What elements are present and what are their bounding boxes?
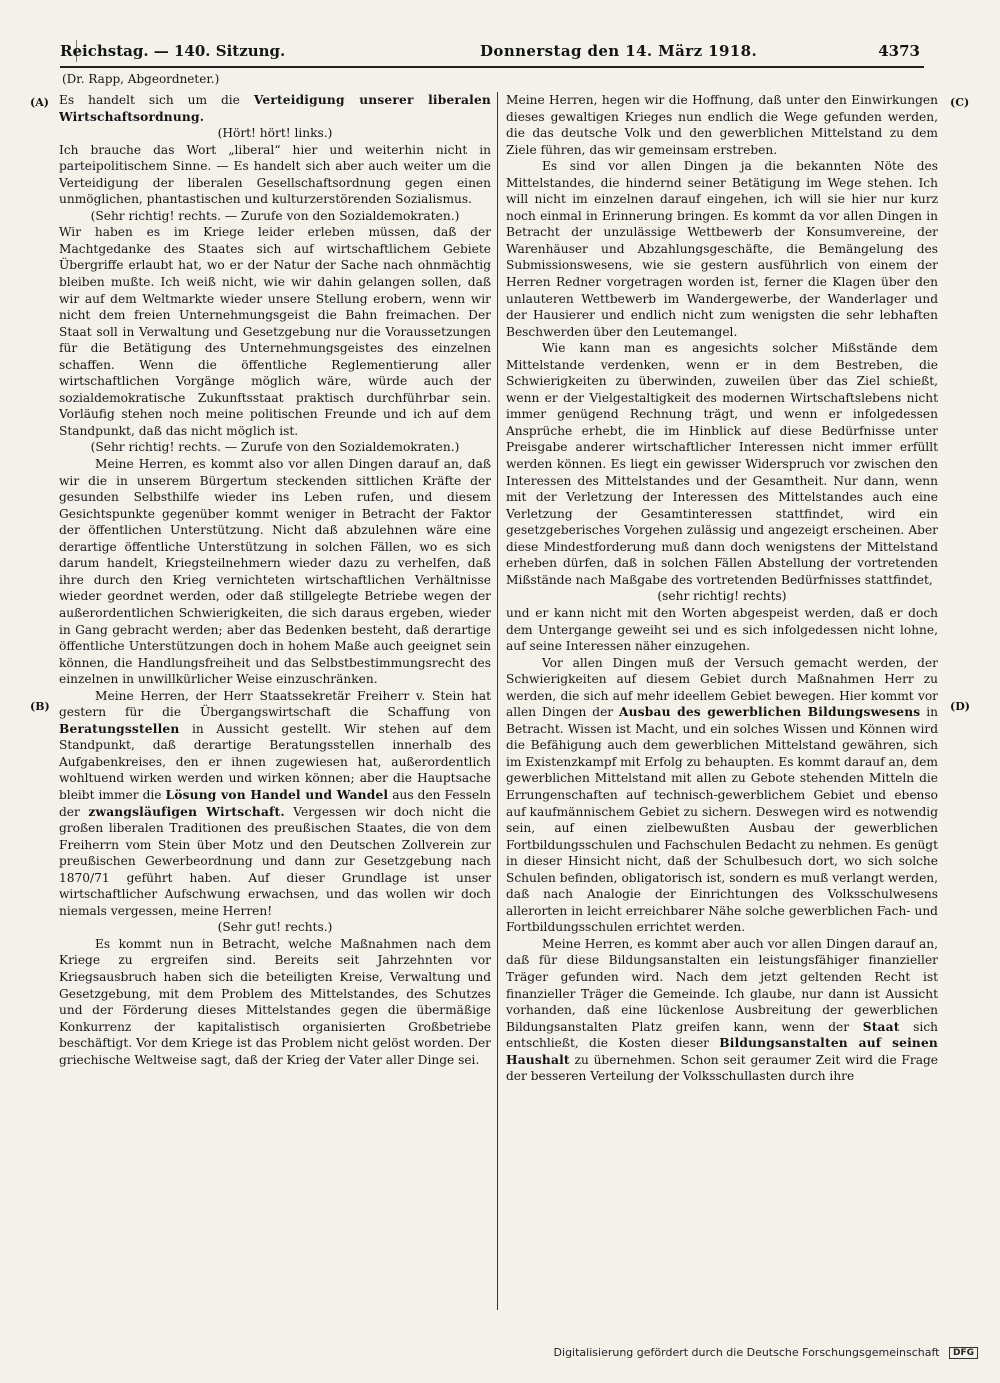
speaker-note: (Dr. Rapp, Abgeordneter.) (62, 72, 220, 86)
header-date: Donnerstag den 14. März 1918. (480, 42, 758, 60)
paragraph (59, 936, 491, 1068)
text-run: in Aussicht gestellt. Wir stehen auf dem Standpunkt, daß derartige Beratungsstellen innerhalb des Aufgabenkreises, den er ihnen zugewiesen hat, außerordentlich wohltuend wirken werden und wirken können; aber die Hauptsache bleibt immer die (59, 721, 491, 802)
left-column (59, 92, 491, 1314)
interjection (59, 919, 491, 936)
text-run: (Sehr richtig! rechts. — Zurufe von den Sozialdemokraten.) (90, 208, 460, 223)
bold-phrase: Lösung von Handel und Wandel (165, 787, 389, 802)
text-run: Meine Herren, es kommt aber auch vor allen Dingen darauf an, daß für diese Bildungsanstalten ein leistungsfähiger finanzieller Träger gefunden wird. Nach dem jetzt geltenden Recht ist finanzieller Träger die Gemeinde. Ich glaube, nur dann ist Aussicht vorhanden, daß eine lückenlose Ausbreitung der gewerblichen Bildungsanstalten Platz greifen kann, wenn der (506, 936, 938, 1034)
text-run: in Betracht. Wissen ist Macht, und ein solches Wissen und Können wird die Befähigung auch dem gewerblichen Mittelstand gewähren, sich im Existenzkampf mit Erfolg zu behaupten. Es kommt darauf an, dem gewerblichen Mittelstand mit allen zu Gebote stehenden Mitteln die Errungenschaften auf technisch-gewerblichem Gebiet und ebenso auf kaufmännischem Gebiet zu sichern. Deswegen wird es notwendig sein, auf einen zielbewußten Ausbau der gewerblichen Fortbildungsschulen und Fachschulen Bedacht zu nehmen. Es genügt in dieser Hinsicht nicht, daß der Schulbesuch dort, wo sich solche Schulen befinden, obligatorisch ist, sondern es muß verlangt werden, daß nach Analogie der Einrichtungen des Volksschulwesens allerorten in leicht erreichbarer Nähe solche gewerblichen Fach- und Fortbildungsschulen errichtet werden. (506, 705, 938, 935)
text-run: (Sehr richtig! rechts. — Zurufe von den Sozialdemokraten.) (90, 440, 460, 455)
interjection (59, 208, 491, 225)
footer-credit (554, 1346, 978, 1359)
text-run: Wir haben es im Kriege leider erleben müssen, daß der Machtgedanke des Staates sich auf wirtschaftlichem Gebiete Übergriffe erlaubt hat, wo er der Natur der Sache nach ohnmächtig bleiben mußte. Ich weiß nicht, wie wir dahin gelangen sollen, daß wir auf dem Weltmarkte wieder unsere Stellung erobern, wenn wir nicht dem freien Unternehmungsgeist die Bahn freimachen. Der Staat soll in Verwaltung und Gesetzgebung nur die Voraussetzungen für die Betätigung des Unternehmungsgeistes des einzelnen schaffen. Wenn die öffentliche Reglementierung aller wirtschaftlichen Vorgänge möglich wäre, würde auch der sozialdemokratische Zukunftsstaat praktisch durchführbar sein. Vorläufig stehen noch meine politischen Freunde und ich auf dem Standpunkt, daß das nicht möglich ist. (59, 225, 491, 438)
paragraph (59, 92, 491, 125)
paragraph (506, 655, 938, 936)
bold-phrase: Beratungsstellen (59, 721, 180, 736)
page-number: 4373 (878, 42, 920, 60)
text-run: zu übernehmen. Schon seit geraumer Zeit wird die Frage der besseren Verteilung der Volksschullasten durch ihre (506, 1052, 938, 1084)
paragraph (59, 142, 491, 208)
paragraph (59, 688, 491, 920)
column-divider (497, 92, 498, 1310)
paragraph (506, 158, 938, 340)
bold-phrase: Ausbau des gewerblichen Bildungswesens (619, 705, 921, 720)
interjection (506, 588, 938, 605)
text-run: Ich brauche das Wort „liberal“ hier und weiterhin nicht in parteipolitischem Sinne. — Es handelt sich aber auch weiter um die Verteidigung der liberalen Gesellschaftsordnung gegen einen unmöglichen, phantastischen und kulturzerstörenden Sozialismus. (59, 142, 491, 207)
text-run: Es handelt sich um die (59, 93, 254, 107)
margin-marker-c: (C) (950, 96, 970, 109)
text-run: Es sind vor allen Dingen ja die bekannten Nöte des Mittelstandes, die hindernd seiner Betätigung im Wege stehen. Ich will nicht im einzelnen darauf eingehen, ich will sie hier nur kurz noch einmal in Erinnerung bringen. Es kommt da vor allen Dingen in Betracht der unzulässige Wettbewerb der Konsumvereine, der Warenhäuser und Abzahlungsgeschäfte, die Bemängelung des Submissionswesens, wie sie gestern ausführlich von einem der Herren Redner vorgetragen worden ist, ferner die Klagen über den unlauteren Wettbewerb im Wandergewerbe, der Wanderlager und der Hausierer und endlich nicht zum wenigsten die sehr lebhaften Beschwerden über den Leutemangel. (506, 159, 938, 339)
footer-text: Digitalisierung gefördert durch die Deutsche Forschungsgemeinschaft (553, 1346, 940, 1359)
paragraph (506, 92, 938, 158)
margin-marker-d: (D) (950, 700, 970, 713)
text-run: aus den Fesseln der (59, 787, 491, 819)
text-run: Wie kann man es angesichts solcher Mißstände dem Mittelstande verdenken, wenn er in dem Bestreben, die Schwierigkeiten zu überwinden, zuweilen über das Ziel schießt, wenn er der Vielgestaltigkeit des modernen Wirtschaftslebens nicht immer genügend Rechnung trägt, und wenn er infolgedessen Ansprüche erhebt, die im Hinblick auf diese Bedürfnisse unter Preisgabe anderer wirtschaftlicher Interessen nicht immer erfüllt werden können. Es liegt ein gewisser Widerspruch vor zwischen den Interessen des Mittelstandes und der Gesamtheit. Nur dann, wenn mit der Verletzung der Interessen des Mittelstandes auch eine Verletzung der Gesamtinteressen stattfindet, wird ein gesetzgeberisches Vorgehen zulässig und angezeigt erscheinen. Aber diese Mindestforderung muß dann doch wenigstens der Mittelstand erheben dürfen, daß in solchen Fällen Abstellung der vortretenden Mißstände nach Maßgabe des vortretenden Bedürfnisses stattfindet, (506, 341, 938, 587)
text-run: Vergessen wir doch nicht die großen liberalen Traditionen des preußischen Staates, die von dem Freiherrn vom Stein über Motz und den Deutschen Zollverein zur preußischen Gewerbeordnung und dann zur Gesetzgebung nach 1870/71 geführt haben. Auf dieser Grundlage ist unser wirtschaftlicher Aufschwung erwachsen, und das wollen wir doch niemals vergessen, meine Herren! (59, 804, 491, 918)
interjection (59, 125, 491, 142)
text-run: (Hört! hört! links.) (217, 126, 333, 141)
margin-marker-b: (B) (30, 700, 50, 713)
text-run: und er kann nicht mit den Worten abgespeist werden, daß er doch dem Untergange geweiht sei und es sich infolgedessen nicht lohne, auf seine Interessen näher einzugehen. (506, 605, 938, 654)
margin-marker-a: (A) (30, 96, 49, 109)
paragraph (59, 224, 491, 439)
right-column (506, 92, 938, 1314)
text-run: Es kommt nun in Betracht, welche Maßnahmen nach dem Kriege zu ergreifen sind. Bereits seit Jahrzehnten vor Kriegsausbruch haben sich die beteiligten Kreise, Verwaltung und Gesetzgebung, mit dem Problem des Mittelstandes, des Schutzes und der Förderung dieses Mittelstandes gegen die übermäßige Konkurrenz der kapitalistisch organisierten Großbetriebe beschäftigt. Vor dem Kriege ist das Problem nicht gelöst worden. Der griechische Weltweise sagt, daß der Krieg der Vater aller Dinge sei. (59, 936, 491, 1067)
bold-phrase: zwangsläufigen Wirtschaft. (88, 804, 285, 819)
header-session: Reichstag. — 140. Sitzung. (60, 42, 286, 60)
bold-phrase: Staat (862, 1019, 900, 1034)
paragraph (506, 340, 938, 588)
text-run: (Sehr gut! rechts.) (217, 920, 333, 935)
text-run: Meine Herren, der Herr Staatssekretär Freiherr v. Stein hat gestern für die Übergangswirtschaft die Schaffung von (59, 688, 491, 720)
bold-phrase: Bildungsanstalten auf seinen Haushalt (506, 1036, 938, 1067)
text-run: Vor allen Dingen muß der Versuch gemacht werden, der Schwierigkeiten auf diesem Gebiet durch Maßnahmen Herr zu werden, die sich auf mehr ideellem Gebiet bewegen. Hier kommt vor allen Dingen der (506, 655, 938, 720)
paragraph (59, 456, 491, 688)
text-run: (sehr richtig! rechts) (657, 589, 787, 604)
bold-phrase: Verteidigung unserer liberalen Wirtschaftsordnung. (59, 93, 491, 124)
paragraph (506, 936, 938, 1085)
text-run: sich entschließt, die Kosten dieser (506, 1019, 938, 1051)
text-run: Meine Herren, hegen wir die Hoffnung, daß unter den Einwirkungen dieses gewaltigen Krieges nun endlich die Wege gefunden werden, die das deutsche Volk und den gewerblichen Mittelstand zu dem Ziele führen, das wir gemeinsam erstreben. (506, 93, 938, 157)
text-run: Meine Herren, es kommt also vor allen Dingen darauf an, daß wir die in unserem Bürgertum steckenden sittlichen Kräfte der gesunden Selbsthilfe wieder ins Leben rufen, und diesem Gesichtspunkte gegenüber kommt weniger in Betracht der Faktor der öffentlichen Unterstützung. Nicht daß abzulehnen wäre eine derartige öffentliche Unterstützung in solchen Fällen, wo es sich darum handelt, Kriegsteilnehmern wieder dazu zu verhelfen, daß ihre durch den Krieg vernichteten wirtschaftlichen Verhältnisse wieder geordnet werden, oder daß stillgelegte Betriebe wegen der außerordentlichen Schwierigkeiten, die sich daraus ergeben, wieder in Gang gebracht werden; aber das Bedenken besteht, daß derartige öffentliche Unterstützungen doch in hohem Maße auch geeignet sein können, die Handlungsfreiheit und das Selbstbestimmungsrecht des einzelnen in unwillkürlicher Weise einzuschränken. (59, 457, 491, 687)
interjection (59, 439, 491, 456)
header-rule (60, 66, 924, 68)
paragraph (506, 605, 938, 655)
dfg-logo-icon: DFG (949, 1347, 978, 1359)
page-header (60, 42, 920, 68)
